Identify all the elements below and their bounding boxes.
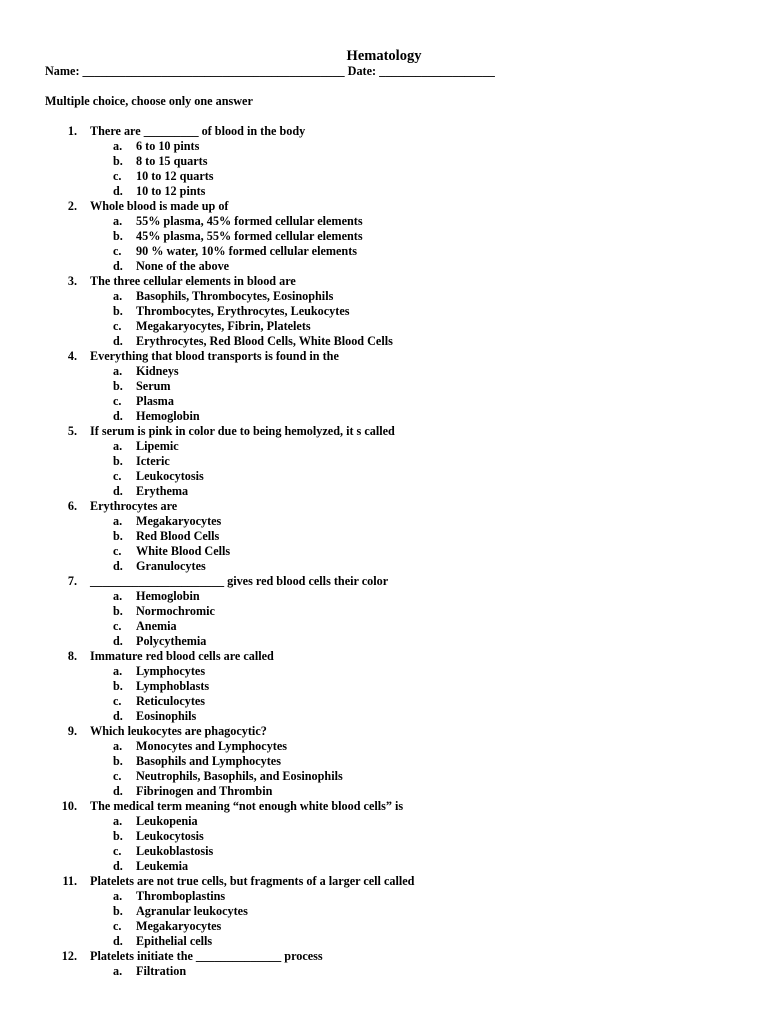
option-letter: a. <box>113 514 123 528</box>
question-number: 5. <box>67 424 77 438</box>
question-item <box>0 499 768 574</box>
option-list <box>0 664 768 724</box>
question-text: If serum is pink in color due to being hemolyzed, it s called <box>90 424 395 438</box>
option-letter: d. <box>113 709 123 723</box>
option-text: 55% plasma, 45% formed cellular elements <box>136 214 363 228</box>
question-row <box>0 799 768 814</box>
option-text: Thromboplastins <box>136 889 226 903</box>
option-list <box>0 289 768 349</box>
option-text: 90 % water, 10% formed cellular elements <box>136 244 358 258</box>
option-text: Eosinophils <box>136 709 197 723</box>
question-row <box>0 274 768 289</box>
option-letter: a. <box>113 364 123 378</box>
answer-option <box>0 619 768 634</box>
option-text: Leukocytosis <box>136 469 204 483</box>
option-text: Normochromic <box>136 604 215 618</box>
option-letter: c. <box>113 169 122 183</box>
answer-option <box>0 934 768 949</box>
option-letter: d. <box>113 934 123 948</box>
question-number: 2. <box>67 199 77 213</box>
option-list <box>0 514 768 574</box>
option-letter: a. <box>113 289 123 303</box>
option-letter: d. <box>113 859 123 873</box>
option-letter: a. <box>113 439 123 453</box>
question-number: 11. <box>62 874 77 888</box>
option-text: Icteric <box>136 454 170 468</box>
question-text: The three cellular elements in blood are <box>90 274 296 288</box>
question-text: Immature red blood cells are called <box>90 649 274 663</box>
option-letter: b. <box>113 679 123 693</box>
question-text: Erythrocytes are <box>90 499 178 513</box>
question-item <box>0 649 768 724</box>
question-row <box>0 499 768 514</box>
question-row <box>0 724 768 739</box>
option-text: 45% plasma, 55% formed cellular elements <box>136 229 363 243</box>
question-row <box>0 874 768 889</box>
answer-option <box>0 454 768 469</box>
answer-option <box>0 709 768 724</box>
option-text: Plasma <box>136 394 174 408</box>
option-letter: c. <box>113 769 122 783</box>
option-text: 8 to 15 quarts <box>136 154 208 168</box>
option-letter: c. <box>113 694 122 708</box>
option-letter: c. <box>113 244 122 258</box>
option-text: Leukemia <box>136 859 189 873</box>
option-letter: b. <box>113 454 123 468</box>
answer-option <box>0 559 768 574</box>
answer-option <box>0 184 768 199</box>
answer-option <box>0 364 768 379</box>
option-letter: b. <box>113 904 123 918</box>
question-row <box>0 199 768 214</box>
option-text: 10 to 12 quarts <box>136 169 214 183</box>
option-letter: a. <box>113 739 123 753</box>
question-number: 1. <box>67 124 77 138</box>
answer-option <box>0 904 768 919</box>
question-text: There are _________ of blood in the body <box>90 124 306 138</box>
question-item <box>0 424 768 499</box>
option-text: Anemia <box>136 619 177 633</box>
option-text: Leukocytosis <box>136 829 204 843</box>
option-list <box>0 589 768 649</box>
option-text: Thrombocytes, Erythrocytes, Leukocytes <box>136 304 350 318</box>
answer-option <box>0 154 768 169</box>
answer-option <box>0 754 768 769</box>
option-text: None of the above <box>136 259 230 273</box>
answer-option <box>0 529 768 544</box>
answer-option <box>0 544 768 559</box>
question-number: 6. <box>67 499 77 513</box>
option-text: Leukoblastosis <box>136 844 214 858</box>
option-text: Monocytes and Lymphocytes <box>136 739 287 753</box>
option-list <box>0 964 768 979</box>
question-text: Everything that blood transports is found in the <box>90 349 339 363</box>
option-letter: c. <box>113 619 122 633</box>
option-letter: b. <box>113 304 123 318</box>
answer-option <box>0 889 768 904</box>
question-number: 7. <box>67 574 77 588</box>
answer-option <box>0 334 768 349</box>
option-list <box>0 739 768 799</box>
answer-option <box>0 409 768 424</box>
option-letter: c. <box>113 394 122 408</box>
answer-option <box>0 214 768 229</box>
question-number: 4. <box>67 349 77 363</box>
option-letter: d. <box>113 559 123 573</box>
question-row <box>0 424 768 439</box>
option-list <box>0 439 768 499</box>
question-text: Platelets initiate the ______________ process <box>90 949 323 963</box>
question-item <box>0 949 768 979</box>
answer-option <box>0 259 768 274</box>
option-list <box>0 814 768 874</box>
question-number: 12. <box>61 949 77 963</box>
answer-option <box>0 859 768 874</box>
answer-option <box>0 169 768 184</box>
question-item <box>0 874 768 949</box>
option-text: Leukopenia <box>136 814 198 828</box>
option-letter: d. <box>113 784 123 798</box>
question-item <box>0 124 768 199</box>
option-text: Neutrophils, Basophils, and Eosinophils <box>136 769 343 783</box>
question-item <box>0 274 768 349</box>
option-letter: d. <box>113 334 123 348</box>
answer-option <box>0 304 768 319</box>
option-text: Fibrinogen and Thrombin <box>136 784 273 798</box>
option-letter: a. <box>113 814 123 828</box>
option-list <box>0 139 768 199</box>
answer-option <box>0 829 768 844</box>
answer-option <box>0 319 768 334</box>
question-item <box>0 724 768 799</box>
question-list <box>0 124 768 979</box>
option-letter: a. <box>113 664 123 678</box>
question-item <box>0 799 768 874</box>
option-text: Lipemic <box>136 439 179 453</box>
answer-option <box>0 679 768 694</box>
answer-option <box>0 289 768 304</box>
answer-option <box>0 394 768 409</box>
option-list <box>0 214 768 274</box>
option-text: Erythema <box>136 484 189 498</box>
option-list <box>0 889 768 949</box>
option-text: Megakaryocytes, Fibrin, Platelets <box>136 319 311 333</box>
option-text: Granulocytes <box>136 559 206 573</box>
name-date-line: Name: ___________________________________________ Date: ___________________ <box>45 64 495 78</box>
answer-option <box>0 229 768 244</box>
answer-option <box>0 379 768 394</box>
option-text: White Blood Cells <box>136 544 231 558</box>
option-text: Megakaryocytes <box>136 919 222 933</box>
option-letter: c. <box>113 919 122 933</box>
answer-option <box>0 139 768 154</box>
answer-option <box>0 634 768 649</box>
option-letter: d. <box>113 184 123 198</box>
option-letter: d. <box>113 484 123 498</box>
option-list <box>0 364 768 424</box>
option-text: Kidneys <box>136 364 179 378</box>
instructions: Multiple choice, choose only one answer <box>45 94 253 108</box>
question-number: 3. <box>67 274 77 288</box>
option-letter: d. <box>113 409 123 423</box>
option-letter: b. <box>113 229 123 243</box>
question-number: 9. <box>67 724 77 738</box>
option-letter: a. <box>113 139 123 153</box>
page-title: Hematology <box>346 48 422 64</box>
option-letter: b. <box>113 154 123 168</box>
option-letter: d. <box>113 634 123 648</box>
answer-option <box>0 739 768 754</box>
option-text: Megakaryocytes <box>136 514 222 528</box>
question-row <box>0 649 768 664</box>
answer-option <box>0 484 768 499</box>
option-letter: a. <box>113 964 123 978</box>
question-text: Which leukocytes are phagocytic? <box>90 724 267 738</box>
option-text: Filtration <box>136 964 187 978</box>
option-text: Red Blood Cells <box>136 529 220 543</box>
option-letter: c. <box>113 469 122 483</box>
option-text: Epithelial cells <box>136 934 213 948</box>
answer-option <box>0 919 768 934</box>
option-text: 10 to 12 pints <box>136 184 206 198</box>
option-text: Lymphocytes <box>136 664 206 678</box>
question-item <box>0 199 768 274</box>
answer-option <box>0 589 768 604</box>
answer-option <box>0 769 768 784</box>
question-item <box>0 574 768 649</box>
option-letter: c. <box>113 319 122 333</box>
question-text: ______________________ gives red blood cells their color <box>90 574 389 588</box>
answer-option <box>0 469 768 484</box>
option-letter: b. <box>113 829 123 843</box>
question-text: The medical term meaning “not enough white blood cells” is <box>90 799 404 813</box>
option-text: Hemoglobin <box>136 409 200 423</box>
option-letter: a. <box>113 589 123 603</box>
option-text: Reticulocytes <box>136 694 206 708</box>
answer-option <box>0 514 768 529</box>
answer-option <box>0 964 768 979</box>
answer-option <box>0 844 768 859</box>
question-row <box>0 124 768 139</box>
option-text: Polycythemia <box>136 634 207 648</box>
question-row <box>0 349 768 364</box>
answer-option <box>0 814 768 829</box>
answer-option <box>0 664 768 679</box>
question-item <box>0 349 768 424</box>
answer-option <box>0 604 768 619</box>
option-text: 6 to 10 pints <box>136 139 200 153</box>
question-row <box>0 574 768 589</box>
option-text: Lymphoblasts <box>136 679 210 693</box>
option-text: Basophils, Thrombocytes, Eosinophils <box>136 289 334 303</box>
option-letter: b. <box>113 754 123 768</box>
answer-option <box>0 694 768 709</box>
option-letter: c. <box>113 844 122 858</box>
option-letter: a. <box>113 889 123 903</box>
option-text: Serum <box>136 379 171 393</box>
option-letter: b. <box>113 529 123 543</box>
option-text: Hemoglobin <box>136 589 200 603</box>
answer-option <box>0 244 768 259</box>
option-text: Basophils and Lymphocytes <box>136 754 281 768</box>
option-text: Erythrocytes, Red Blood Cells, White Blood Cells <box>136 334 393 348</box>
option-letter: c. <box>113 544 122 558</box>
answer-option <box>0 784 768 799</box>
option-text: Agranular leukocytes <box>136 904 248 918</box>
option-letter: a. <box>113 214 123 228</box>
question-text: Platelets are not true cells, but fragments of a larger cell called <box>90 874 415 888</box>
option-letter: b. <box>113 604 123 618</box>
answer-option <box>0 439 768 454</box>
question-number: 10. <box>61 799 77 813</box>
question-number: 8. <box>67 649 77 663</box>
question-text: Whole blood is made up of <box>90 199 229 213</box>
question-row <box>0 949 768 964</box>
option-letter: d. <box>113 259 123 273</box>
option-letter: b. <box>113 379 123 393</box>
